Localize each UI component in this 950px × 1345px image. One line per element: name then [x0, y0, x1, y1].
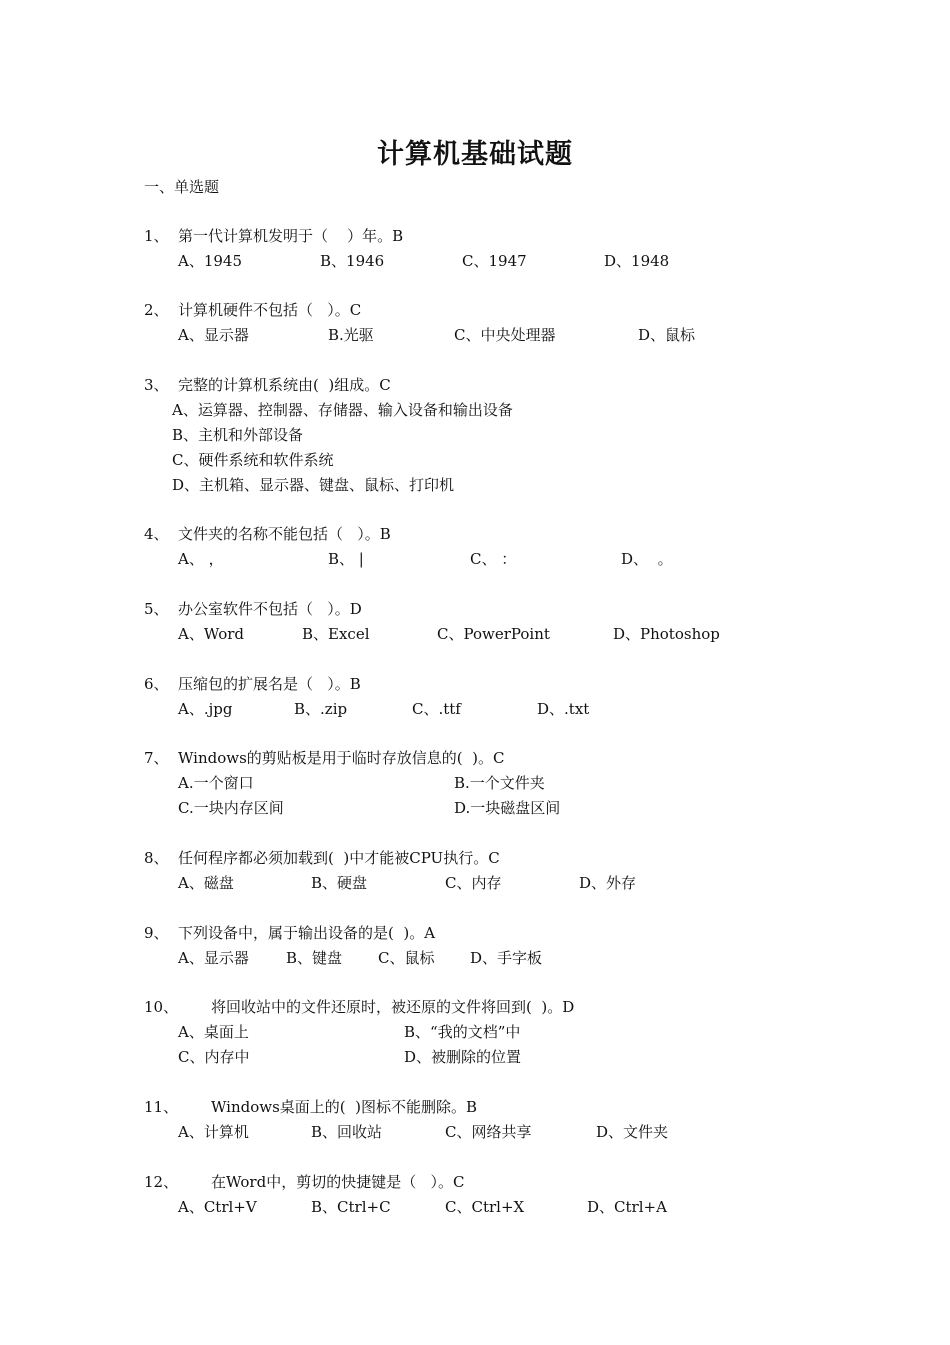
option-d: D、手字板	[470, 949, 543, 967]
question-12	[144, 1170, 667, 1220]
option-b: B、1946	[320, 252, 385, 270]
option-b: B、 |	[328, 550, 364, 568]
question-3	[144, 373, 513, 498]
question-stem: 压缩包的扩展名是（ ）。B	[178, 675, 361, 693]
question-stem: 计算机硬件不包括（ ）。C	[178, 301, 362, 319]
question-number: 6、	[144, 675, 169, 693]
option-c: C.一块内存区间	[178, 799, 284, 817]
question-number: 1、	[144, 227, 169, 245]
document-title: 计算机基础试题	[377, 139, 573, 170]
option-b: B、主机和外部设备	[172, 426, 304, 444]
question-number: 10、	[144, 998, 179, 1016]
question-8	[144, 846, 637, 896]
option-c: C、 ：	[470, 550, 517, 568]
option-d: D、.txt	[537, 700, 590, 718]
option-b: B、Ctrl+C	[311, 1198, 391, 1216]
option-b: B.光驱	[328, 326, 374, 344]
option-c: C、中央处理器	[454, 326, 556, 344]
question-number: 9、	[144, 924, 169, 942]
question-stem: Windows桌面上的( )图标不能删除。B	[211, 1098, 478, 1116]
question-6	[144, 672, 590, 722]
question-9	[144, 921, 543, 971]
question-number: 4、	[144, 525, 169, 543]
option-d: D、 。	[621, 550, 673, 568]
option-c: C、PowerPoint	[437, 625, 550, 643]
option-c: C、Ctrl+X	[445, 1198, 525, 1216]
option-c: C、内存中	[178, 1048, 250, 1066]
option-d: D、外存	[579, 874, 637, 892]
question-stem: Windows的剪贴板是用于临时存放信息的( )。C	[178, 749, 505, 767]
option-d: D.一块磁盘区间	[454, 799, 561, 817]
option-d: D、鼠标	[638, 326, 696, 344]
option-b: B、键盘	[286, 949, 343, 967]
option-a: A、运算器、控制器、存储器、输入设备和输出设备	[172, 401, 513, 419]
option-b: B、硬盘	[311, 874, 368, 892]
option-a: A、计算机	[178, 1123, 249, 1141]
option-c: C、硬件系统和软件系统	[172, 451, 334, 469]
question-stem: 办公室软件不包括（ ）。D	[178, 600, 362, 618]
question-stem: 文件夹的名称不能包括（ ）。B	[178, 525, 391, 543]
question-7	[144, 746, 561, 821]
option-d: D、文件夹	[596, 1123, 669, 1141]
option-b: B、回收站	[311, 1123, 383, 1141]
option-a: A、Word	[178, 625, 245, 643]
option-c: C、内存	[445, 874, 502, 892]
question-number: 8、	[144, 849, 169, 867]
question-stem: 任何程序都必须加载到( )中才能被CPU执行。C	[178, 849, 500, 867]
question-number: 3、	[144, 376, 169, 394]
option-d: D、被删除的位置	[404, 1048, 522, 1066]
question-stem: 下列设备中，属于输出设备的是( )。A	[178, 924, 436, 942]
question-4	[144, 522, 673, 572]
question-number: 2、	[144, 301, 169, 319]
question-number: 12、	[144, 1173, 179, 1191]
option-a: A、1945	[178, 252, 243, 270]
option-c: C、.ttf	[412, 700, 461, 718]
option-b: B.一个文件夹	[454, 774, 545, 792]
option-a: A、Ctrl+V	[178, 1198, 257, 1216]
option-d: D、主机箱、显示器、键盘、鼠标、打印机	[172, 476, 455, 494]
option-c: C、网络共享	[445, 1123, 532, 1141]
option-c: C、1947	[462, 252, 527, 270]
option-a: A、桌面上	[178, 1023, 249, 1041]
question-10	[144, 995, 575, 1070]
question-number: 5、	[144, 600, 169, 618]
question-11	[144, 1095, 669, 1145]
question-stem: 在Word中，剪切的快捷键是（ ）。C	[211, 1173, 465, 1191]
question-1	[144, 224, 670, 274]
option-a: A、显示器	[178, 326, 249, 344]
option-a: A.一个窗口	[178, 774, 254, 792]
option-a: A、.jpg	[178, 700, 233, 718]
question-5	[144, 597, 720, 647]
option-b: B、.zip	[294, 700, 348, 718]
option-b: B、Excel	[302, 625, 370, 643]
option-c: C、鼠标	[378, 949, 435, 967]
option-d: D、1948	[604, 252, 670, 270]
section-heading: 一、单选题	[144, 178, 220, 196]
option-a: A、磁盘	[178, 874, 234, 892]
question-number: 7、	[144, 749, 169, 767]
option-b: B、“我的文档”中	[404, 1023, 521, 1041]
question-stem: 完整的计算机系统由( )组成。C	[178, 376, 391, 394]
question-number: 11、	[144, 1098, 179, 1116]
option-a: A、显示器	[178, 949, 249, 967]
question-2	[144, 298, 696, 348]
option-a: A、 ，	[178, 550, 224, 568]
option-d: D、Photoshop	[613, 625, 720, 643]
option-d: D、Ctrl+A	[587, 1198, 667, 1216]
question-stem: 第一代计算机发明于（ ）年。B	[178, 227, 404, 245]
question-stem: 将回收站中的文件还原时，被还原的文件将回到( )。D	[211, 998, 575, 1016]
